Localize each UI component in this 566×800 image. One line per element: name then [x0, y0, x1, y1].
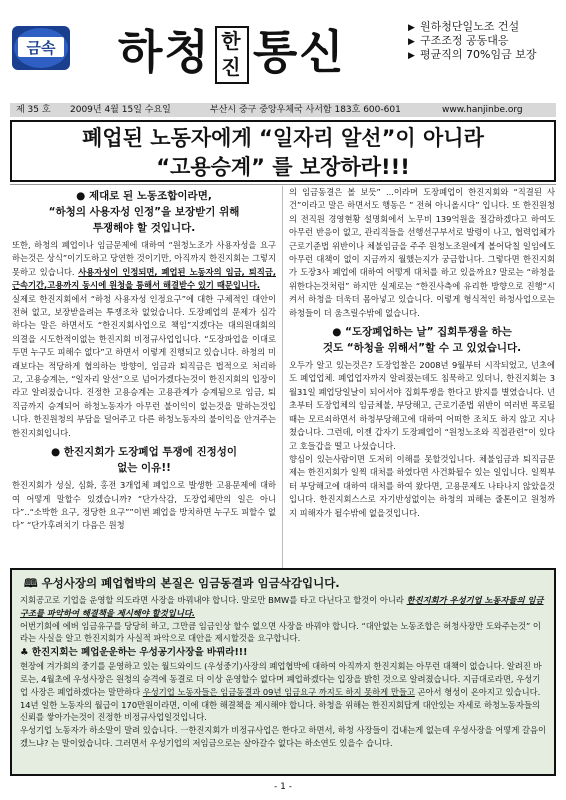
title-left: 하청 — [118, 25, 211, 79]
slogan-item: ▶ 원하청단일노조 건설 — [408, 20, 558, 34]
website-link[interactable]: www.hanjinbe.org — [442, 105, 523, 115]
bottom-paragraph-emphasis: 한진지회가 우성기업 노동자들의 임금구조를 파악하여 해결책을 제시해야 할것입니다. — [20, 595, 544, 618]
issue-number: 제 35 호 — [16, 105, 51, 115]
issue-address: 부산시 중구 중앙우체국 사서함 183호 600-601 — [210, 105, 401, 115]
right-paragraph: 향심이 있는사람이면 도저히 이해를 못할것입니다. 체불임금과 퇴직금문제는 한진지회가 일찍 대처를 하였다면 사건화될수 있는 일입니다. 일찍부터 부당해고에 대하여 대처를 하여 왔다면, 고용문제도 나타나지 않았을것입니다. 한진지회스스로 자기반성없이는 하청의 피해는 줄톤이고 원청까지 피해자가 될수밖에 없을것입니다. — [289, 453, 555, 518]
headline-line1: 폐업된 노동자에게 “일자리 알선”이 아니라 — [82, 126, 484, 150]
left-paragraph-text: 또한, 하청의 폐업이나 임금문제에 대하여 “원청노조가 사용자성을 요구하는것은 상식”이기도하고 당연한 것이기만, 아직까지 한진지회는 그렇지 못하고 있습니다. — [12, 240, 276, 277]
book-icon: 🕮 — [24, 576, 42, 590]
left-subhead-2 — [12, 444, 276, 476]
logo-text: 금속 — [26, 39, 56, 57]
left-paragraph — [12, 239, 276, 293]
bottom-paragraph-text: 곤아서 형성이 온아지고 있습니다. — [414, 686, 541, 697]
left-subhead-1-line: “하청의 사용자성 인정”을 보장받기 위해 — [48, 206, 240, 218]
right-paragraph: 오두가 알고 있는것은? 도장업찰은 2008년 9월부터 시작되었고, 넌초에도 폐업업체. 폐업업자까지 알려졌는데도 침묵하고 있더니, 한진지회는 3월31일 폐업당일날이 되어서야 집회투쟁을 한다고 밝지를 별였습니다. 넌초부터 도장업체의 임금체불, 부당해고, 근로기준법 위반이 여러번 폭로될때는 모르쇠하면서 하청부당해고에 대하여 어떠한 조치도 하지 않고 지나쳤습니다. 그런데, 이젠 갑자기 도장폐업이 “원청노조와 직접관련”이 있다고 호들갑을 떨고 나섰습니다. — [289, 360, 555, 451]
issue-date: 2009년 4월 15일 수요일 — [70, 105, 171, 115]
left-subhead-1 — [12, 188, 276, 236]
bottom-feature-box — [10, 568, 556, 776]
title-box-top: 한 — [221, 29, 243, 53]
left-subhead-2-line: ● 한진지회가 도장폐업 투쟁에 진정성이 — [50, 446, 238, 459]
title-box — [215, 26, 249, 84]
union-logo — [10, 20, 72, 75]
bottom-paragraph: 우성기업 노동자가 하소말이 말려 있습니다. 一한진지회가 비정규사업은 한다고 하면서, 하청 사장들이 겁내는게 없는데 우성사장을 어떻게 갈음이겠느냐? 는 말이었습니다. 그러면서 우성기업의 저임금으로는 살아갈수 없다는 하소연도 있을수 습니다. — [20, 725, 547, 748]
bottom-box-title-text: 우성사장의 폐업협박의 본질은 임금동결과 임금삭감입니다. — [41, 576, 340, 590]
right-subhead-line: 것도 “하청을 위해서”할 수 고 있었습니다. — [322, 342, 522, 355]
column-top-rule — [10, 184, 556, 185]
left-paragraph: 한진지회가 성실, 심화, 홍전 3개업체 폐업으로 발생한 고용문제에 대하여 어떻게 말할수 있겠습니까? “단가삭감, 도장업체만의 일은 아니다”..“소박한 요구, 정당한 요구””이번 폐업을 방치하면 누구도 피할수 없다” “단가후려치기 다음은 원청 — [12, 480, 276, 531]
slogan-item: ▶ 평균직의 70%임금 보장 — [408, 48, 558, 62]
right-column — [289, 186, 555, 520]
right-subhead — [289, 324, 555, 356]
bottom-paragraph-text: 지회공고로 기업을 운영할 의도라면 사장을 바꿔내야 합니다. 말로만 BMW를 타고 다닌다고 할것이 아니라 — [20, 595, 407, 605]
slogan-item: ▶ 구조조정 공동대응 — [408, 34, 558, 48]
left-subhead-2-line: 없는 이유!! — [117, 462, 171, 475]
main-headline — [10, 120, 556, 182]
left-paragraph: 실제로 한진지회에서 “하청 사용자성 인정요구”에 대한 구체적인 대안이 전혀 없고, 보장받을려는 투쟁조차 없었습니다. 도장폐업의 문제가 심각하다는 말은 하면서도 “한진지회사업으로 책임”지겠다는 대의원대회의 의결을 시도한적이없는 한진지회 비정규사업입니다. “도장파업을 이대로 두면 누구도 피해수 없다”고 하면서 이렇게 진행되고 있습니다. 하청의 미래보다는 적당하게 협의하는 방향이, 임금과 퇴직금은 법적으로 처리하고, 고용승계는, “일자리 알선”으로 넘어가겠다는것이 한진지회의 입장이라고 알려졌습니다. 진정한 고용승계는 고용관계가 승계됨으로 임금, 퇴직금까지 승계되어 하청노동자가 아무런 불이익이 없는것을 말하는것입니다. 한진원청의 부담을 덜어주고 다른 하청노동자의 불이익을 안겨주는 한진지회입니다. — [12, 293, 276, 438]
left-subhead-1-line: ● 제대로 된 노동조합이라면, — [76, 190, 212, 202]
title-right: 통신 — [252, 25, 346, 79]
right-subhead-line: ● “도장폐업하는 날” 집회투쟁을 하는 — [332, 326, 512, 339]
bottom-paragraph-underline: 우성기업 노동자들은 임금동결과 09년 임금요구 까지도 하지 못하게 만들고 — [142, 686, 415, 697]
left-column — [12, 186, 276, 533]
headline-line2: “고용승계” 를 보장하라!!! — [156, 155, 410, 179]
bottom-subhead: ♣ 한진지회는 폐업운운하는 우성공기사장을 바꿔라!!! — [20, 647, 248, 659]
bottom-paragraph-text: 현장에 겨가회의 중기를 운영하고 있는 월드와이드 (우성중기)사장의 폐업협박에 대하여 아직까지 한진지회는 아무런 대책이 없습니다. 알려진 바로는, 4월초에 우성사장은 원청의 승격에 동결로 더 이상 운영할수 없다며 폐업하겠다는 입장을 밝힌 것으로 알려졌습니다. 지금대로라면, 우성기업 사장은 폐업하겠다는 말만하다 — [20, 661, 542, 697]
bottom-paragraph — [12, 594, 554, 620]
bottom-paragraph — [12, 660, 554, 698]
slogan-list — [408, 20, 558, 62]
left-subhead-1-line: 투쟁해야 할 것입니다. — [92, 222, 196, 234]
bottom-box-title — [12, 570, 554, 594]
title-box-bottom: 진 — [221, 55, 243, 79]
bottom-paragraph: 어번기회에 에버 임금유구를 당당히 하고, 그만큼 임금인상 할수 없으면 사장을 바꿔야 합니다. “대안없는 노동조합은 허청사장만 도와주는것” 이라는 사실을 알고 한진지회가 사실적 파악으로 대안을 제시할것을 요구합니다. — [20, 620, 541, 644]
column-divider — [282, 186, 283, 568]
right-paragraph: 의 임금동결은 볼 보듯” ...이라며 도장폐업이 한진지회와 “직결된 사건”이라고 말은 하면서도 행동은 ” 전혀 아니올시다” 입니다. 또 한진원청의 전직원 경영현황 설명회에서 노무비 139억원을 절감하겠다고 하여도 아무런 반응이 없고, 관리직들을 선행선구부서로 발령이 나고, 협력업체가 근로기준법 위반이나 체불임금을 주주 원청노조원에게 볼어닥칠 일임에도 아무런 대책이 없이 지금까지 월했는지가 궁금합니다. 그렇다면 한진지회가 도장3사 폐업에 대하여 어떻게 대처를 하고 있을까요? 말로는 “하청을 위한다는것처럼” 하지만 실제로는 “한진사측에 유리한 방향으로 진행”시켜서 하청을 더욱더 몸아넣고 있습니다. 이렇게 형식적인 하청사업으로는 하청들이 더 움츠릴수밖에 없습니다. — [289, 187, 555, 318]
page-number: - 1 - — [274, 782, 292, 792]
issue-info-bar — [10, 103, 556, 117]
newsletter-title — [118, 26, 346, 84]
bottom-paragraph: 14년 일한 노동자의 월급이 170만원이라면, 이에 대한 해결책을 제시해야 합니다. 하청을 위해는 한진지회답게 대안있는 자세로 하청노동자들의 신뢰를 쌓아가는것이 진정한 비정규사업일것입니다. — [20, 699, 541, 723]
left-paragraph-highlight: 사용자성이 인정되면, 폐업된 노동자의 임금, 퇴직금, 근속기간,고용까지 동시에 원청을 통해서 해결받수 있기 때문입니다. — [12, 266, 276, 291]
